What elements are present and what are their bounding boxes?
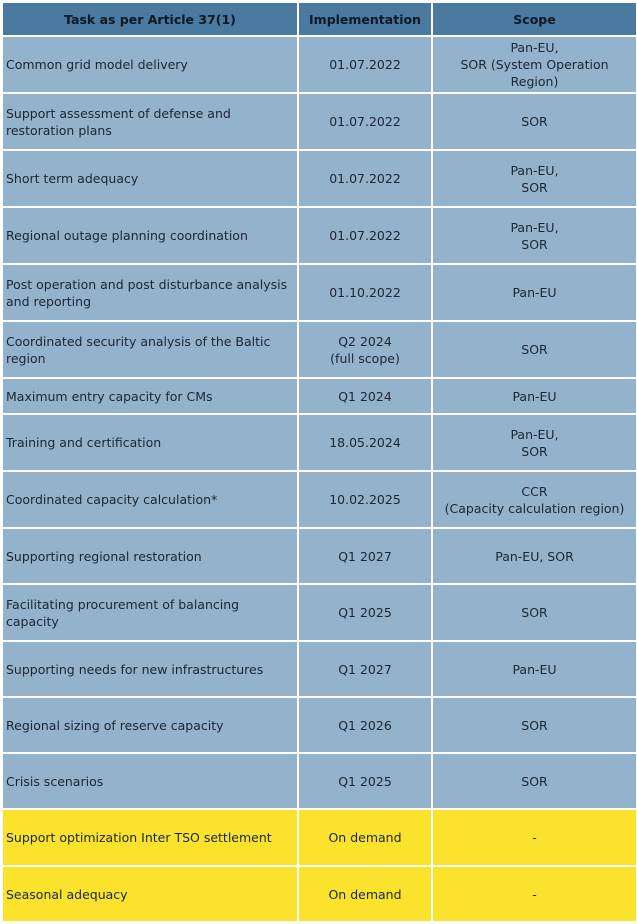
implementation-cell	[298, 207, 432, 264]
scope-cell	[432, 378, 637, 414]
implementation-cell-text: 18.05.2024	[329, 435, 401, 450]
scope-cell-text: Pan-EU, SOR	[510, 219, 559, 252]
table-row	[2, 93, 637, 150]
task-cell-text: Support assessment of defense and restoration plans	[6, 105, 231, 138]
table-row	[2, 528, 637, 584]
implementation-cell	[298, 753, 432, 809]
table-row	[2, 471, 637, 528]
header-implementation: Implementation	[298, 2, 432, 36]
task-cell-text: Short term adequacy	[6, 171, 139, 186]
implementation-cell-text: On demand	[328, 886, 402, 902]
implementation-cell	[298, 809, 432, 866]
task-cell-text: Coordinated security analysis of the Baltic region	[6, 333, 271, 366]
table-row	[2, 207, 637, 264]
task-cell	[2, 809, 298, 866]
scope-cell	[432, 414, 637, 471]
implementation-cell-text: On demand	[328, 830, 402, 845]
table-row	[2, 150, 637, 207]
table-row	[2, 264, 637, 321]
scope-cell	[432, 753, 637, 809]
table-body	[2, 36, 637, 922]
implementation-cell-text: Q1 2027	[338, 548, 392, 564]
task-cell-text: Training and certification	[6, 435, 162, 450]
scope-cell-text: Pan-EU, SOR (System Operation Region)	[460, 40, 609, 89]
table-row	[2, 378, 637, 414]
scope-cell	[432, 809, 637, 866]
scope-cell	[432, 36, 637, 93]
scope-cell	[432, 264, 637, 321]
task-cell-text: Post operation and post disturbance analysis and reporting	[6, 276, 288, 309]
header-task: Task as per Article 37(1)	[2, 2, 298, 36]
task-cell-text: Regional sizing of reserve capacity	[6, 717, 224, 733]
task-cell	[2, 264, 298, 321]
task-cell-text: Seasonal adequacy	[6, 886, 128, 902]
task-cell	[2, 866, 298, 922]
task-cell-text: Facilitating procurement of balancing capacity	[6, 596, 240, 629]
implementation-cell	[298, 321, 432, 378]
implementation-cell	[298, 378, 432, 414]
implementation-cell-text: Q1 2024	[338, 388, 392, 404]
task-cell	[2, 378, 298, 414]
scope-cell-text: Pan-EU	[512, 285, 557, 300]
implementation-cell	[298, 414, 432, 471]
scope-cell	[432, 321, 637, 378]
scope-cell	[432, 207, 637, 264]
scope-cell	[432, 471, 637, 528]
implementation-cell	[298, 866, 432, 922]
task-cell	[2, 584, 298, 641]
scope-cell-text: -	[532, 886, 537, 902]
header-scope: Scope	[432, 2, 637, 36]
task-cell-text: Maximum entry capacity for CMs	[6, 388, 213, 404]
implementation-cell-text: 01.07.2022	[329, 171, 401, 186]
article-37-task-table	[1, 1, 637, 923]
implementation-cell	[298, 697, 432, 753]
implementation-cell	[298, 584, 432, 641]
implementation-cell-text: 01.07.2022	[329, 57, 401, 72]
table-row	[2, 36, 637, 93]
table-row	[2, 809, 637, 866]
task-cell	[2, 150, 298, 207]
table-row	[2, 753, 637, 809]
task-cell	[2, 36, 298, 93]
scope-cell	[432, 93, 637, 150]
task-cell	[2, 697, 298, 753]
scope-cell-text: Pan-EU, SOR	[510, 162, 559, 195]
scope-cell	[432, 697, 637, 753]
scope-cell	[432, 528, 637, 584]
task-cell	[2, 93, 298, 150]
task-cell	[2, 753, 298, 809]
implementation-cell	[298, 528, 432, 584]
implementation-cell	[298, 264, 432, 321]
task-cell-text: Common grid model delivery	[6, 57, 188, 72]
table-row	[2, 866, 637, 922]
task-cell	[2, 414, 298, 471]
scope-cell	[432, 150, 637, 207]
implementation-cell-text: Q1 2026	[338, 717, 392, 733]
implementation-cell-text: Q1 2025	[338, 605, 392, 620]
scope-cell-text: CCR (Capacity calculation region)	[444, 483, 625, 516]
table-row	[2, 414, 637, 471]
task-cell	[2, 321, 298, 378]
task-cell-text: Support optimization Inter TSO settlement	[6, 830, 272, 845]
task-cell	[2, 471, 298, 528]
scope-cell-text: SOR	[521, 605, 548, 620]
scope-cell	[432, 641, 637, 697]
scope-cell-text: Pan-EU, SOR	[510, 426, 559, 459]
scope-cell	[432, 584, 637, 641]
implementation-cell-text: 10.02.2025	[329, 492, 401, 507]
task-cell-text: Coordinated capacity calculation*	[6, 492, 218, 507]
implementation-cell	[298, 93, 432, 150]
scope-cell-text: Pan-EU	[512, 661, 557, 677]
table-row	[2, 641, 637, 697]
scope-cell-text: SOR	[521, 342, 548, 357]
scope-cell-text: Pan-EU	[512, 388, 557, 404]
scope-cell-text: SOR	[521, 773, 548, 789]
task-cell	[2, 207, 298, 264]
task-cell-text: Crisis scenarios	[6, 773, 104, 789]
task-cell	[2, 528, 298, 584]
implementation-cell-text: 01.07.2022	[329, 228, 401, 243]
implementation-cell	[298, 641, 432, 697]
table-header-row	[2, 2, 637, 36]
implementation-cell-text: Q2 2024 (full scope)	[330, 333, 400, 366]
scope-cell-text: -	[532, 830, 537, 845]
task-cell-text: Regional outage planning coordination	[6, 228, 248, 243]
task-cell-text: Supporting regional restoration	[6, 548, 202, 564]
table-row	[2, 321, 637, 378]
scope-cell	[432, 866, 637, 922]
implementation-cell	[298, 471, 432, 528]
implementation-cell-text: Q1 2027	[338, 661, 392, 677]
task-cell-text: Supporting needs for new infrastructures	[6, 661, 264, 677]
table-row	[2, 697, 637, 753]
implementation-cell-text: Q1 2025	[338, 773, 392, 789]
implementation-cell	[298, 150, 432, 207]
scope-cell-text: Pan-EU, SOR	[495, 548, 574, 564]
implementation-cell-text: 01.07.2022	[329, 114, 401, 129]
implementation-cell-text: 01.10.2022	[329, 285, 401, 300]
task-cell	[2, 641, 298, 697]
scope-cell-text: SOR	[521, 717, 548, 733]
implementation-cell	[298, 36, 432, 93]
table-row	[2, 584, 637, 641]
scope-cell-text: SOR	[521, 114, 548, 129]
